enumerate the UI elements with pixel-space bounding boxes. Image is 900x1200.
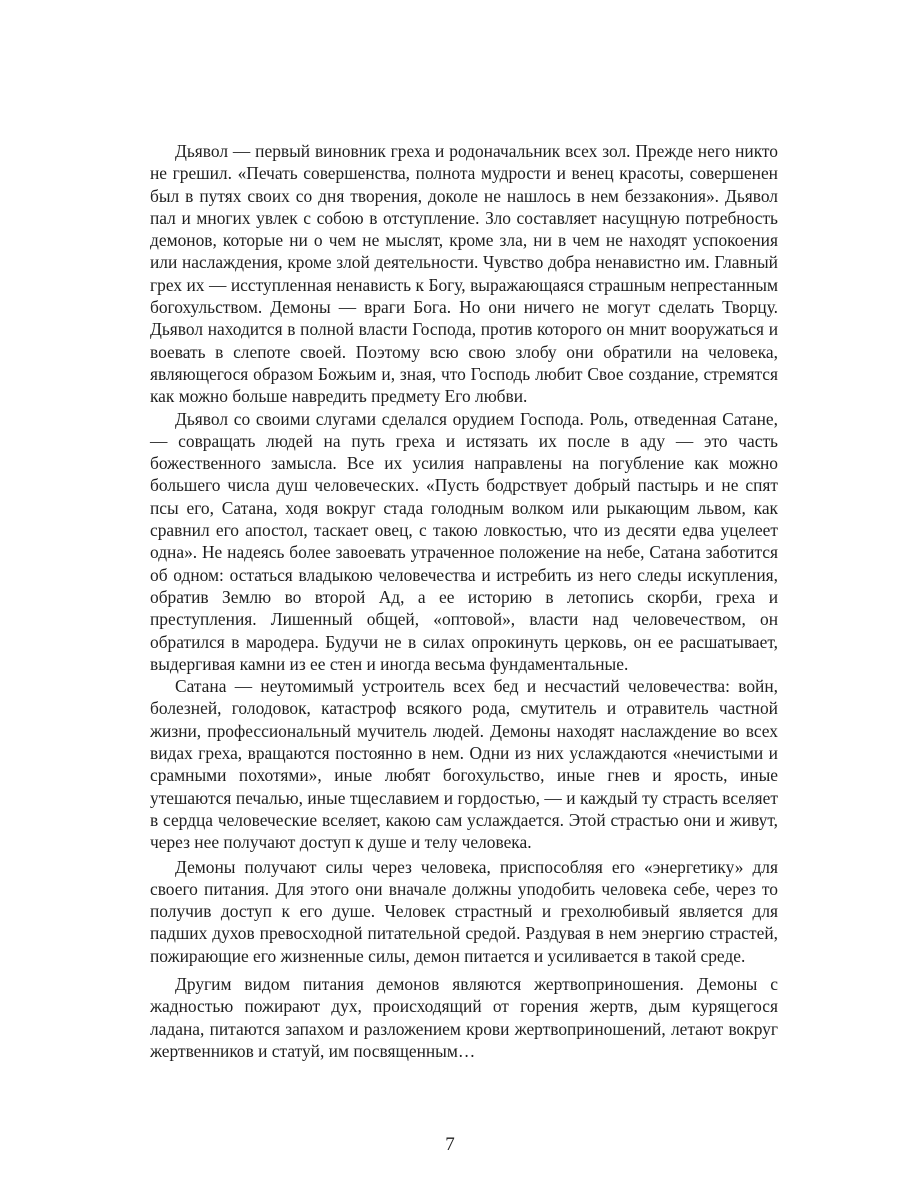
- paragraph-4: Демоны получают силы через человека, приспособляя его «энергетику» для своего питания. Для этого они вначале должны уподобить человека себе, через то получив доступ к его душе. Человек страстный и грехолюбивый является для падших духов превосходной питательной средой. Раздувая в нем энергию страстей, пожирающие его жизненные силы, демон питается и усиливается в такой среде.: [150, 856, 778, 966]
- body-text: [150, 140, 778, 1062]
- paragraph-5: Другим видом питания демонов являются жертвоприношения. Демоны с жадностью пожирают дух, происходящий от горения жертв, дым курящегося ладана, питаются запахом и разложением крови жертвоприношений, летают вокруг жертвенников и статуй, им посвященным…: [150, 973, 778, 1061]
- page-number: 7: [445, 1134, 455, 1155]
- paragraph-3: Сатана — неутомимый устроитель всех бед и несчастий человечества: войн, болезней, голодовок, катастроф всякого рода, смутитель и отравитель частной жизни, профессиональный мучитель людей. Демоны находят наслаждение во всех видах греха, вращаются постоянно в нем. Одни из них услаждаются «нечистыми и срамными похотями», иные любят богохульство, иные гнев и ярость, иные утешаются печалью, иные тщеславием и гордостью, — и каждый ту страсть вселяет в сердца человеческие вселяет, какою сам услаждается. Этой страстью они и живут, через нее получают доступ к душе и телу человека.: [150, 676, 778, 853]
- paragraph-1: Дьявол — первый виновник греха и родоначальник всех зол. Прежде него никто не грешил. «Печать совершенства, полнота мудрости и венец красоты, совершенен был в путях своих со дня творения, доколе не нашлось в нем беззакония». Дьявол пал и многих увлек с собою в отступление. Зло составляет насущную потребность демонов, которые ни о чем не мыслят, кроме зла, ни в чем не находят успокоения или наслаждения, кроме злой деятельности. Чувство добра ненавистно им. Главный грех их — исступленная ненависть к Богу, выражающаяся страшным непрестанным богохульством. Демоны — враги Бога. Но они ничего не могут сделать Творцу. Дьявол находится в полной власти Господа, против которого он мнит вооружаться и воевать в слепоте своей. Поэтому всю свою злобу они обратили на человека, являющегося образом Божьим и, зная, что Господь любит Свое создание, стремятся как можно больше навредить предмету Его любви.: [150, 141, 778, 407]
- paragraph-2: Дьявол со своими слугами сделался орудием Господа. Роль, отведенная Сатане, — совращать людей на путь греха и истязать их после в аду — это часть божественного замысла. Все их усилия направлены на погубление как можно большего числа душ человеческих. «Пусть бодрствует добрый пастырь и не спят псы его, Сатана, ходя вокруг стада голодным волком или рыкающим львом, как сравнил его апостол, таскает овец, с такою ловкостью, что из десяти едва уцелеет одна». Не надеясь более завоевать утраченное положение на небе, Сатана заботится об одном: остаться владыкою человечества и истребить из него следы искупления, обратив Землю во второй Ад, а ее историю в летопись скорби, греха и преступления. Лишенный общей, «оптовой», власти над человечеством, он обратился в мародера. Будучи не в силах опрокинуть церковь, он ее расшатывает, выдергивая камни из ее стен и иногда весьма фундаментальные.: [150, 408, 778, 674]
